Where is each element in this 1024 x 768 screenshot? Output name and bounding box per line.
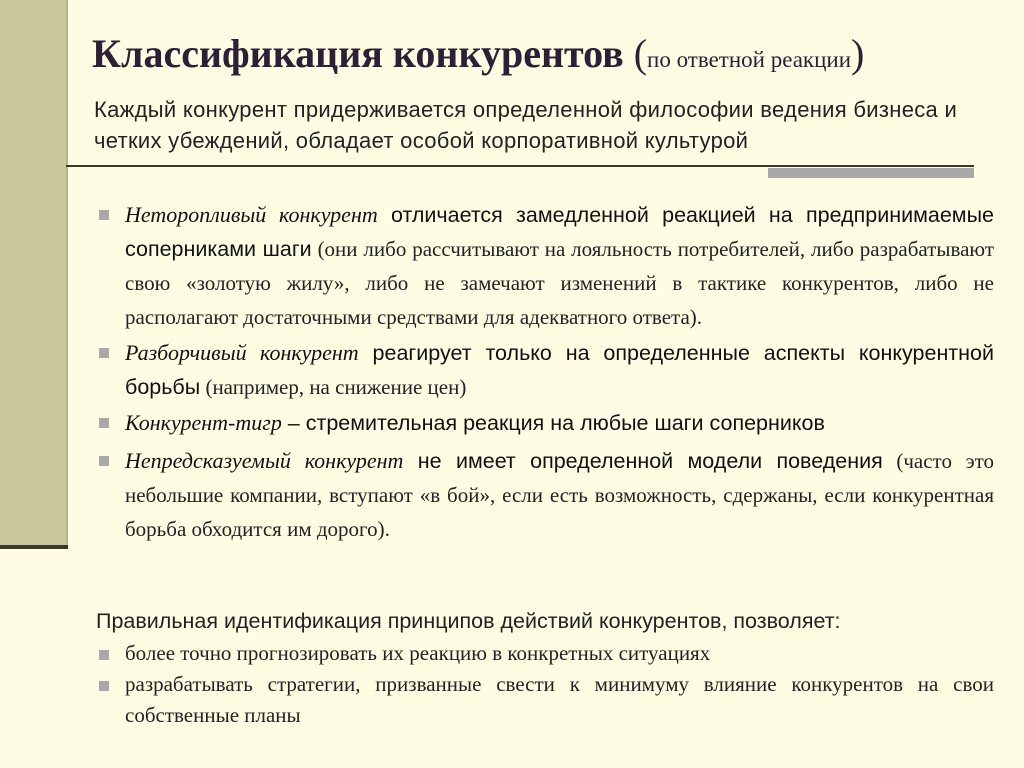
divider-line	[66, 165, 974, 167]
left-accent-bar	[0, 0, 68, 545]
square-bullet-icon	[99, 210, 109, 220]
item-term: Неторопливый конкурент	[125, 202, 378, 227]
square-bullet-icon	[99, 681, 109, 691]
item-note: (они либо рассчитывают на лояльность потребителей, либо разрабатывают свою «золотую жилу», либо не замечают изменений в тактике конкурентов, либо не располагают достаточными средствами для адекватного ответа).	[125, 237, 995, 329]
item-term: Разборчивый конкурент	[125, 340, 359, 365]
list-item	[96, 444, 994, 546]
list-item	[96, 669, 994, 731]
conclusion-point: разрабатывать стратегии, призванные свести к минимуму влияние конкурентов на свои собственные планы	[125, 672, 994, 727]
title-sub: по ответной реакции	[647, 47, 852, 72]
conclusion-section	[96, 604, 994, 731]
item-term: Непредсказуемый конкурент	[125, 448, 404, 473]
left-accent-underline	[0, 545, 68, 549]
divider-bar	[768, 168, 974, 178]
list-item	[96, 198, 994, 334]
list-item	[96, 406, 994, 440]
subtitle: Каждый конкурент придерживается определенной философии ведения бизнеса и четких убеждений, обладает особой корпоративной культурой	[94, 97, 958, 153]
square-bullet-icon	[99, 456, 109, 466]
square-bullet-icon	[99, 418, 109, 428]
item-emphasis: реагирует только на определенные аспекты конкурентной борьбы	[125, 341, 994, 399]
competitor-types-list	[96, 198, 994, 546]
square-bullet-icon	[99, 650, 109, 660]
title-paren-open: (	[633, 31, 648, 76]
page-title	[92, 30, 1012, 77]
item-term: Конкурент-тигр	[125, 410, 282, 435]
item-note: (например, на снижение цен)	[200, 375, 467, 399]
item-emphasis: отличается замедленной реакцией на предпринимаемые соперниками шаги	[125, 203, 995, 261]
item-emphasis: не имеет определенной модели поведения	[403, 449, 883, 473]
title-paren-close: )	[851, 31, 865, 76]
list-item	[96, 638, 994, 669]
square-bullet-icon	[99, 348, 109, 358]
conclusion-lead: Правильная идентификация принципов действий конкурентов, позволяет:	[96, 609, 841, 633]
item-note: (часто это небольшие компании, вступают «в бой», если есть возможность, сдержаны, если конкурентная борьба обходится им дорого).	[125, 449, 994, 541]
conclusion-point: более точно прогнозировать их реакцию в конкретных ситуациях	[125, 641, 711, 665]
item-emphasis: – стремительная реакция на любые шаги соперников	[281, 411, 825, 435]
title-main: Классификация конкурентов	[92, 31, 624, 76]
list-item	[96, 336, 994, 404]
